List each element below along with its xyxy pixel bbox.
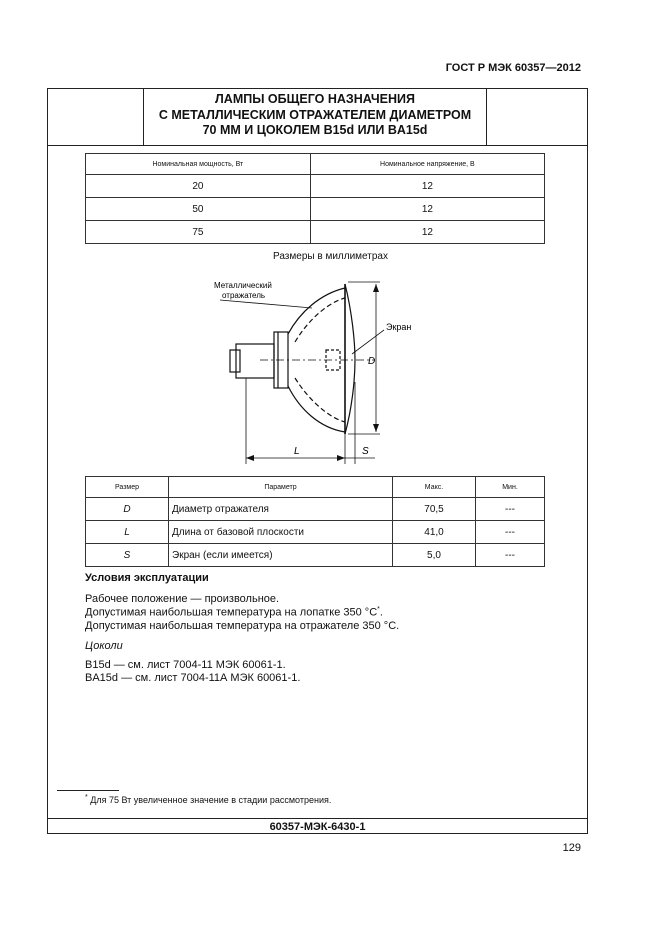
max-cell: 70,5 [393,498,476,521]
min-cell: --- [476,498,545,521]
size-cell: S [86,544,169,567]
table-row [86,198,545,221]
reflector-inner-top [295,298,345,342]
base-pin [230,350,240,372]
power-table [85,153,545,244]
cap-ba15d: BA15d — см. лист 7004-11А МЭК 60061-1. [85,672,301,684]
size-cell: D [86,498,169,521]
lamp-base [236,344,274,378]
table-row [86,498,545,521]
title-left-cell [47,88,143,146]
dimensions-table [85,476,545,567]
conditions-line-2 [85,606,383,619]
title-line-3: 70 ММ И ЦОКОЛЕМ B15d ИЛИ BA15d [202,123,428,137]
footnote-ref: * [377,606,380,613]
min-cell: --- [476,544,545,567]
screen-leader [352,330,384,354]
max-cell: 41,0 [393,521,476,544]
reflector-leader [220,300,312,308]
voltage-cell: 12 [310,221,544,244]
cap-b15d: B15d — см. лист 7004-11 МЭК 60061-1. [85,659,286,671]
reflector-outer-bottom [288,386,345,432]
conditions-line-2-text: Допустимая наибольшая температура на лопатке 350 °С [85,606,378,619]
max-cell: 5,0 [393,544,476,567]
footnote-mark: * [85,794,88,801]
power-cell: 50 [86,198,311,221]
title-line-1: ЛАМПЫ ОБЩЕГО НАЗНАЧЕНИЯ [215,92,415,106]
parameter-cell: Диаметр отражателя [169,498,393,521]
power-header: Номинальная мощность, Вт [86,154,311,175]
title-right-cell [487,88,588,146]
table-row [86,175,545,198]
dimensions-caption: Размеры в миллиметрах [273,251,388,262]
title-line-2: С МЕТАЛЛИЧЕСКИМ ОТРАЖАТЕЛЕМ ДИАМЕТРОМ [158,107,472,122]
sheet-title [143,88,487,146]
conditions-line-2-end: . [379,606,383,619]
min-cell: --- [476,521,545,544]
size-cell: L [86,521,169,544]
table-row [86,521,545,544]
max-header: Макс. [393,477,476,498]
conditions-line-1: Рабочее положение — произвольное. [85,593,280,605]
voltage-cell: 12 [310,175,544,198]
power-cell: 75 [86,221,311,244]
reflector-outer-top [288,288,345,334]
parameter-cell: Длина от базовой плоскости [169,521,393,544]
label-L: L [294,446,300,457]
power-cell: 20 [86,175,311,198]
footnote [85,794,331,805]
caps-title: Цоколи [85,640,123,652]
conditions-title: Условия эксплуатации [85,572,209,584]
footnote-text: Для 75 Вт увеличенное значение в стадии рассмотрения. [90,795,332,805]
table-row [86,221,545,244]
voltage-header: Номинальное напряжение, В [310,154,544,175]
label-S: S [362,446,369,457]
parameter-header: Параметр [169,477,393,498]
min-header: Мин. [476,477,545,498]
parameter-cell: Экран (если имеется) [169,544,393,567]
conditions-line-3: Допустимая наибольшая температура на отражателе 350 °С. [85,620,400,632]
voltage-cell: 12 [310,198,544,221]
reflector-inner-bottom [295,378,345,422]
standard-header: ГОСТ Р МЭК 60357—2012 [445,62,581,74]
page-number: 129 [562,842,581,854]
size-header: Размер [86,477,169,498]
footnote-separator [57,790,119,791]
lamp-drawing [200,272,430,472]
screen-label: Экран [386,322,412,332]
reflector-label-1: Металлический [214,281,272,290]
front-glass [345,284,355,434]
sheet-code: 60357-МЭК-6430-1 [47,818,588,834]
reflector-label-2: отражатель [222,291,266,300]
table-row [86,544,545,567]
label-D: D [368,356,376,367]
